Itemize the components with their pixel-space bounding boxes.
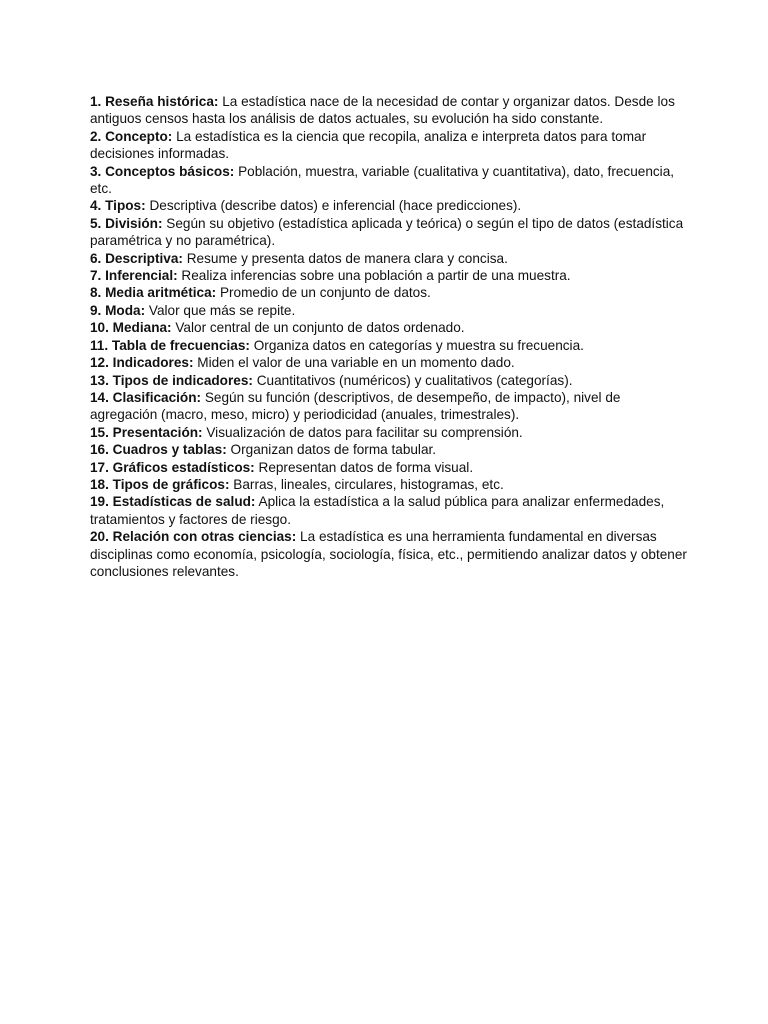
item-text: Cuantitativos (numéricos) y cualitativos (categorías).: [256, 372, 573, 388]
item-term: 14. Clasificación:: [90, 389, 202, 405]
list-item-3: [90, 163, 690, 198]
item-term: 19. Estadísticas de salud:: [90, 494, 256, 510]
item-term: 5. División:: [90, 215, 163, 231]
list-item-6: [90, 250, 690, 267]
list-item-10: [90, 319, 690, 336]
item-text: Aplica la estadística a la salud pública para analizar enfermedades, tratamientos y factores de riesgo.: [90, 494, 665, 527]
item-text: Organiza datos en categorías y muestra su frecuencia.: [253, 337, 584, 353]
item-term: 11. Tabla de frecuencias:: [90, 337, 250, 353]
list-item-1: [90, 93, 690, 128]
item-term: 3. Conceptos básicos:: [90, 163, 235, 179]
item-text: Realiza inferencias sobre una población a partir de una muestra.: [181, 268, 571, 284]
list-item-7: [90, 267, 690, 284]
item-text: La estadística nace de la necesidad de contar y organizar datos. Desde los antiguos censos hasta los análisis de datos actuales, su evolución ha sido constante.: [90, 94, 675, 127]
item-text: La estadística es la ciencia que recopila, analiza e interpreta datos para tomar decisiones informadas.: [90, 128, 647, 162]
item-text: Organizan datos de forma tabular.: [230, 442, 437, 458]
document-body: [90, 93, 690, 580]
list-item-4: [90, 197, 690, 214]
list-item-15: [90, 424, 690, 441]
item-term: 6. Descriptiva:: [90, 250, 183, 266]
item-text: Descriptiva (describe datos) e inferencial (hace predicciones).: [149, 198, 522, 214]
item-term: 13. Tipos de indicadores:: [90, 372, 253, 388]
item-text: Promedio de un conjunto de datos.: [219, 285, 431, 301]
list-item-20: [90, 528, 690, 580]
item-text: Valor que más se repite.: [148, 302, 296, 318]
item-term: 1. Reseña histórica:: [90, 94, 219, 109]
item-term: 18. Tipos de gráficos:: [90, 476, 230, 492]
item-term: 4. Tipos:: [90, 198, 146, 214]
list-item-12: [90, 354, 690, 371]
item-text: Barras, lineales, circulares, histogramas, etc.: [233, 476, 504, 492]
item-text: Representan datos de forma visual.: [258, 459, 474, 475]
list-item-8: [90, 284, 690, 301]
item-text: Según su objetivo (estadística aplicada y teórica) o según el tipo de datos (estadística paramétrica y no paramétrica).: [90, 215, 684, 249]
list-item-9: [90, 302, 690, 319]
item-term: 8. Media aritmética:: [90, 285, 217, 301]
item-term: 17. Gráficos estadísticos:: [90, 459, 255, 475]
list-item-13: [90, 372, 690, 389]
item-text: Población, muestra, variable (cualitativa y cuantitativa), dato, frecuencia, etc.: [90, 163, 675, 197]
item-text: Según su función (descriptivos, de desempeño, de impacto), nivel de agregación (macro, meso, micro) y periodicidad (anuales, trimestrales).: [90, 389, 621, 423]
item-term: 10. Mediana:: [90, 320, 172, 336]
list-item-16: [90, 441, 690, 458]
item-text: La estadística es una herramienta fundamental en diversas disciplinas como economía, psicología, sociología, física, etc., permitiendo analizar datos y obtener conclusiones relevantes.: [90, 529, 687, 579]
item-text: Valor central de un conjunto de datos ordenado.: [175, 320, 465, 336]
list-item-11: [90, 337, 690, 354]
item-text: Miden el valor de una variable en un momento dado.: [197, 355, 515, 371]
item-term: 9. Moda:: [90, 302, 146, 318]
item-term: 7. Inferencial:: [90, 268, 178, 284]
item-term: 20. Relación con otras ciencias:: [90, 529, 297, 545]
item-term: 16. Cuadros y tablas:: [90, 442, 227, 458]
item-term: 2. Concepto:: [90, 128, 173, 144]
list-item-17: [90, 459, 690, 476]
list-item-5: [90, 215, 690, 250]
item-term: 12. Indicadores:: [90, 355, 194, 371]
item-text: Visualización de datos para facilitar su comprensión.: [206, 424, 523, 440]
list-item-2: [90, 128, 690, 163]
list-item-18: [90, 476, 690, 493]
item-text: Resume y presenta datos de manera clara y concisa.: [186, 250, 508, 266]
item-term: 15. Presentación:: [90, 424, 203, 440]
list-item-19: [90, 493, 690, 528]
list-item-14: [90, 389, 690, 424]
